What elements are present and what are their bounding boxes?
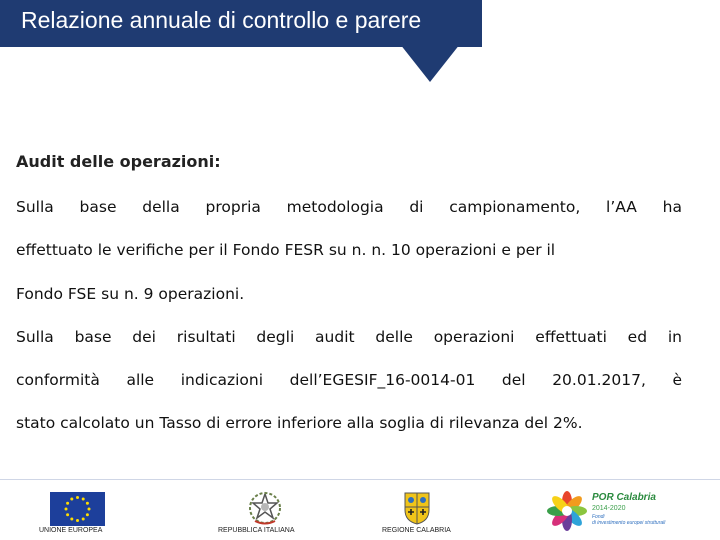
por-funds-desc: di investimento europei strutturali	[592, 520, 666, 526]
italian-republic-emblem-icon	[247, 490, 283, 530]
italian-republic-caption: REPUBBLICA ITALIANA	[218, 527, 295, 534]
por-title: POR Calabria	[592, 492, 656, 503]
paragraph-line-5: conformità alle indicazioni dell’EGESIF_16-0014-01 del 20.01.2017, è	[16, 371, 682, 389]
section-heading: Audit delle operazioni:	[16, 152, 221, 171]
slide-title: Relazione annuale di controllo e parere	[21, 7, 422, 33]
eu-caption: UNIONE EUROPEA	[39, 527, 103, 534]
por-period: 2014-2020	[592, 505, 626, 512]
footer-divider	[0, 479, 720, 480]
paragraph-line-4: Sulla base dei risultati degli audit delle operazioni effettuati ed in	[16, 328, 682, 346]
paragraph-line-1: Sulla base della propria metodologia di campionamento, l’AA ha	[16, 198, 682, 216]
slide-title-bar	[0, 0, 482, 47]
paragraph-line-3: Fondo FSE su n. 9 operazioni.	[16, 285, 245, 303]
calabria-caption: REGIONE CALABRIA	[382, 527, 451, 534]
por-funds: Fondi	[592, 514, 605, 520]
title-pointer-arrow	[400, 44, 460, 82]
eu-flag-icon	[50, 492, 105, 530]
paragraph-line-2: effettuato le verifiche per il Fondo FESR su n. n. 10 operazioni e per il	[16, 241, 556, 259]
paragraph-line-6: stato calcolato un Tasso di errore inferiore alla soglia di rilevanza del 2%.	[16, 414, 583, 432]
por-calabria-logo-icon	[543, 490, 593, 536]
calabria-region-emblem-icon	[399, 490, 435, 530]
